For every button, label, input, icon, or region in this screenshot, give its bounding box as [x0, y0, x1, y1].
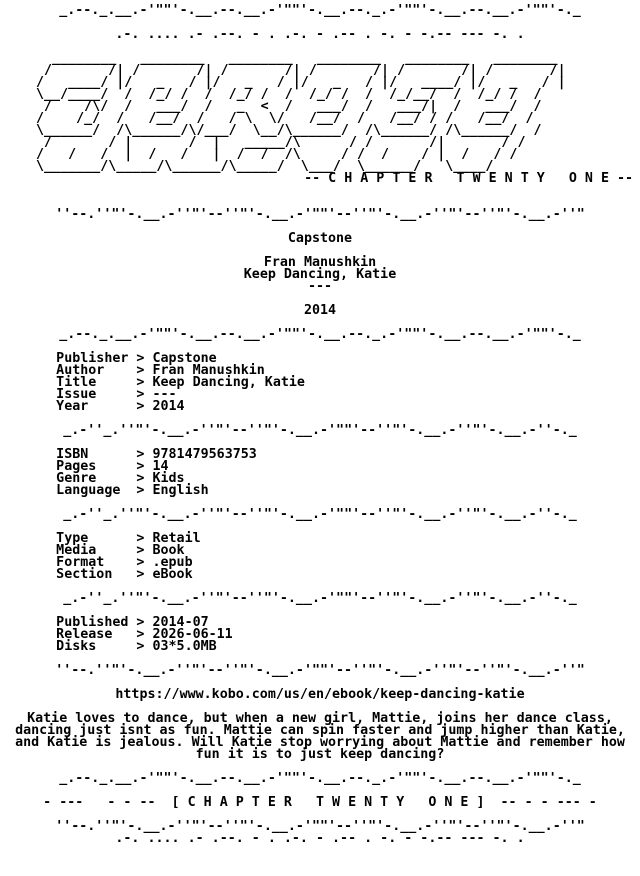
- section-border: _.--._.__.-'""'-.__.--.__.-'""'-.__.--._.-'""'-.__.--.__.-'""'-._: [59, 327, 581, 342]
- description-line: fun it is to just keep dancing?: [195, 747, 445, 762]
- detail-separator: >: [104, 555, 153, 570]
- detail-key: Year: [56, 399, 89, 414]
- ascii-logo-line: / / / | / / | / / /\ / / / / | / / /: [36, 147, 518, 162]
- ascii-logo-line: / /| / /| / /| / /| / /| / /|: [36, 63, 566, 78]
- detail-row: [0, 569, 640, 581]
- detail-key: Pages: [56, 459, 97, 474]
- detail-separator: >: [88, 447, 153, 462]
- header-publisher: Capstone: [287, 231, 353, 246]
- detail-separator: >: [96, 459, 153, 474]
- detail-value: 2014: [152, 399, 185, 414]
- detail-separator: >: [104, 363, 153, 378]
- detail-separator: >: [120, 483, 153, 498]
- detail-key: Section: [56, 567, 113, 582]
- header-issue: ---: [307, 279, 333, 294]
- header-title: Keep Dancing, Katie: [243, 267, 397, 282]
- detail-key: Language: [56, 483, 121, 498]
- morse-dots-line: .-. .... .- .--. - . .-. - .-- . -. - -.-- --- -. .: [115, 27, 525, 42]
- detail-separator: >: [96, 387, 153, 402]
- detail-key: Published: [56, 615, 129, 630]
- detail-key: Media: [56, 543, 97, 558]
- ascii-logo-line: / / | / | _____/\ / / /| / /: [36, 135, 526, 150]
- detail-separator: >: [128, 615, 153, 630]
- detail-value: Keep Dancing, Katie: [152, 375, 305, 390]
- ascii-logo-line: / /_/ / /__/ / / \ \/ /__/ / /__/ / / /__/ /: [36, 111, 534, 126]
- ascii-logo-line: / ____/ |/ _ / |/ _ / |/ _ / |/ ____/ |/ _ / |: [36, 75, 566, 90]
- detail-separator: >: [128, 351, 153, 366]
- detail-key: ISBN: [56, 447, 89, 462]
- top-border: _.--._.__.-'""'-.__.--.__.-'""'-.__.--._.-'""'-.__.--.__.-'""'-._: [59, 3, 581, 18]
- footer-top-border: _.--._.__.-'""'-.__.--.__.-'""'-.__.--._.-'""'-.__.--.__.-'""'-._: [59, 771, 581, 786]
- detail-key: Title: [56, 375, 97, 390]
- mid-border: _.-''_.''"'-.__.-''"'--''"'-.__.-'""'--''"'-.__.-''"'-.__.-''-._: [63, 591, 577, 606]
- detail-value: Capstone: [152, 351, 217, 366]
- ascii-logo-line: / /\/ / ___/ / _ < / ___/ / ___/| / ___/ /: [36, 99, 542, 114]
- footer-dots-line: .-. .... .- .--. - . .-. - .-- . -. - -.-- --- -. .: [115, 831, 525, 846]
- details-block-format: [0, 533, 640, 581]
- mid-border: _.-''_.''"'-.__.-''"'--''"'-.__.-'""'--''"'-.__.-''"'-.__.-''-._: [63, 423, 577, 438]
- detail-value: 03*5.0MB: [152, 639, 217, 654]
- footer-bottom-border: ''--.''"'-.__.-''"'--''"'-.__.-'""'--''"'-.__.-''"'--''"'-.__.-''": [55, 819, 585, 834]
- detail-row: [0, 401, 640, 413]
- detail-value: Book: [152, 543, 185, 558]
- chapter-banner-line: -- C H A P T E R T W E N T Y O N E --: [304, 171, 634, 186]
- description-line: Katie loves to dance, but when a new girl, Mattie, joins her dance class,: [27, 711, 613, 726]
- ascii-logo-line: \__/____/ / /_/ / / /_/ / / /_/ / / /_/__/ / /_/ / /: [36, 87, 542, 102]
- detail-key: Type: [56, 531, 89, 546]
- detail-key: Issue: [56, 387, 97, 402]
- ascii-logo-line: ________ ________ ________ ________ ________ ________: [36, 51, 558, 66]
- details-block-book: [0, 449, 640, 497]
- detail-value: Fran Manushkin: [152, 363, 265, 378]
- detail-separator: >: [96, 471, 153, 486]
- bottom-border: ''--.''"'-.__.-''"'--''"'-.__.-'""'--''"'-.__.-''"'--''"'-.__.-''": [55, 207, 585, 222]
- detail-row: [0, 641, 640, 653]
- description-line: and Katie is jealous. Will Katie stop worrying about Mattie and remember how: [15, 735, 625, 750]
- detail-value: Retail: [152, 531, 201, 546]
- detail-key: Publisher: [56, 351, 129, 366]
- ascii-logo: [0, 53, 640, 173]
- detail-value: ---: [152, 387, 177, 402]
- detail-key: Disks: [56, 639, 97, 654]
- details-block-publication: [0, 353, 640, 413]
- mid-border: _.-''_.''"'-.__.-''"'--''"'-.__.-'""'--''"'-.__.-''"'-.__.-''-._: [63, 507, 577, 522]
- footer-chapter-line: - --- - - -- [ C H A P T E R T W E N T Y O N E ] -- - - --- -: [43, 795, 597, 810]
- detail-key: Author: [56, 363, 105, 378]
- detail-key: Release: [56, 627, 113, 642]
- header-year: 2014: [303, 303, 337, 318]
- detail-value: eBook: [152, 567, 193, 582]
- detail-separator: >: [112, 627, 153, 642]
- detail-separator: >: [112, 567, 153, 582]
- detail-row: [0, 485, 640, 497]
- detail-value: Kids: [152, 471, 185, 486]
- bottom-border: ''--.''"'-.__.-''"'--''"'-.__.-'""'--''"'-.__.-''"'--''"'-.__.-''": [55, 663, 585, 678]
- header-author: Fran Manushkin: [263, 255, 377, 270]
- description-line: dancing just isnt as fun. Mattie can spin faster and jump higher than Katie,: [15, 723, 625, 738]
- detail-value: .epub: [152, 555, 193, 570]
- detail-value: 2026-06-11: [152, 627, 233, 642]
- description: [0, 713, 640, 761]
- detail-key: Format: [56, 555, 105, 570]
- detail-separator: >: [96, 375, 153, 390]
- detail-key: Genre: [56, 471, 97, 486]
- detail-separator: >: [96, 639, 153, 654]
- ascii-logo-line: \______/ /\______/\/___/ \__/\______/ /\______/ /\______/ /: [36, 123, 542, 138]
- ascii-logo-line: \_______/\_____/\______/\_____/ \___/ \______/ \____/: [36, 159, 494, 174]
- detail-separator: >: [88, 531, 153, 546]
- detail-value: 14: [152, 459, 169, 474]
- source-url: https://www.kobo.com/us/en/ebook/keep-dancing-katie: [115, 687, 525, 702]
- detail-separator: >: [96, 543, 153, 558]
- detail-separator: >: [88, 399, 153, 414]
- detail-value: English: [152, 483, 209, 498]
- details-block-release: [0, 617, 640, 653]
- detail-value: 9781479563753: [152, 447, 257, 462]
- detail-value: 2014-07: [152, 615, 209, 630]
